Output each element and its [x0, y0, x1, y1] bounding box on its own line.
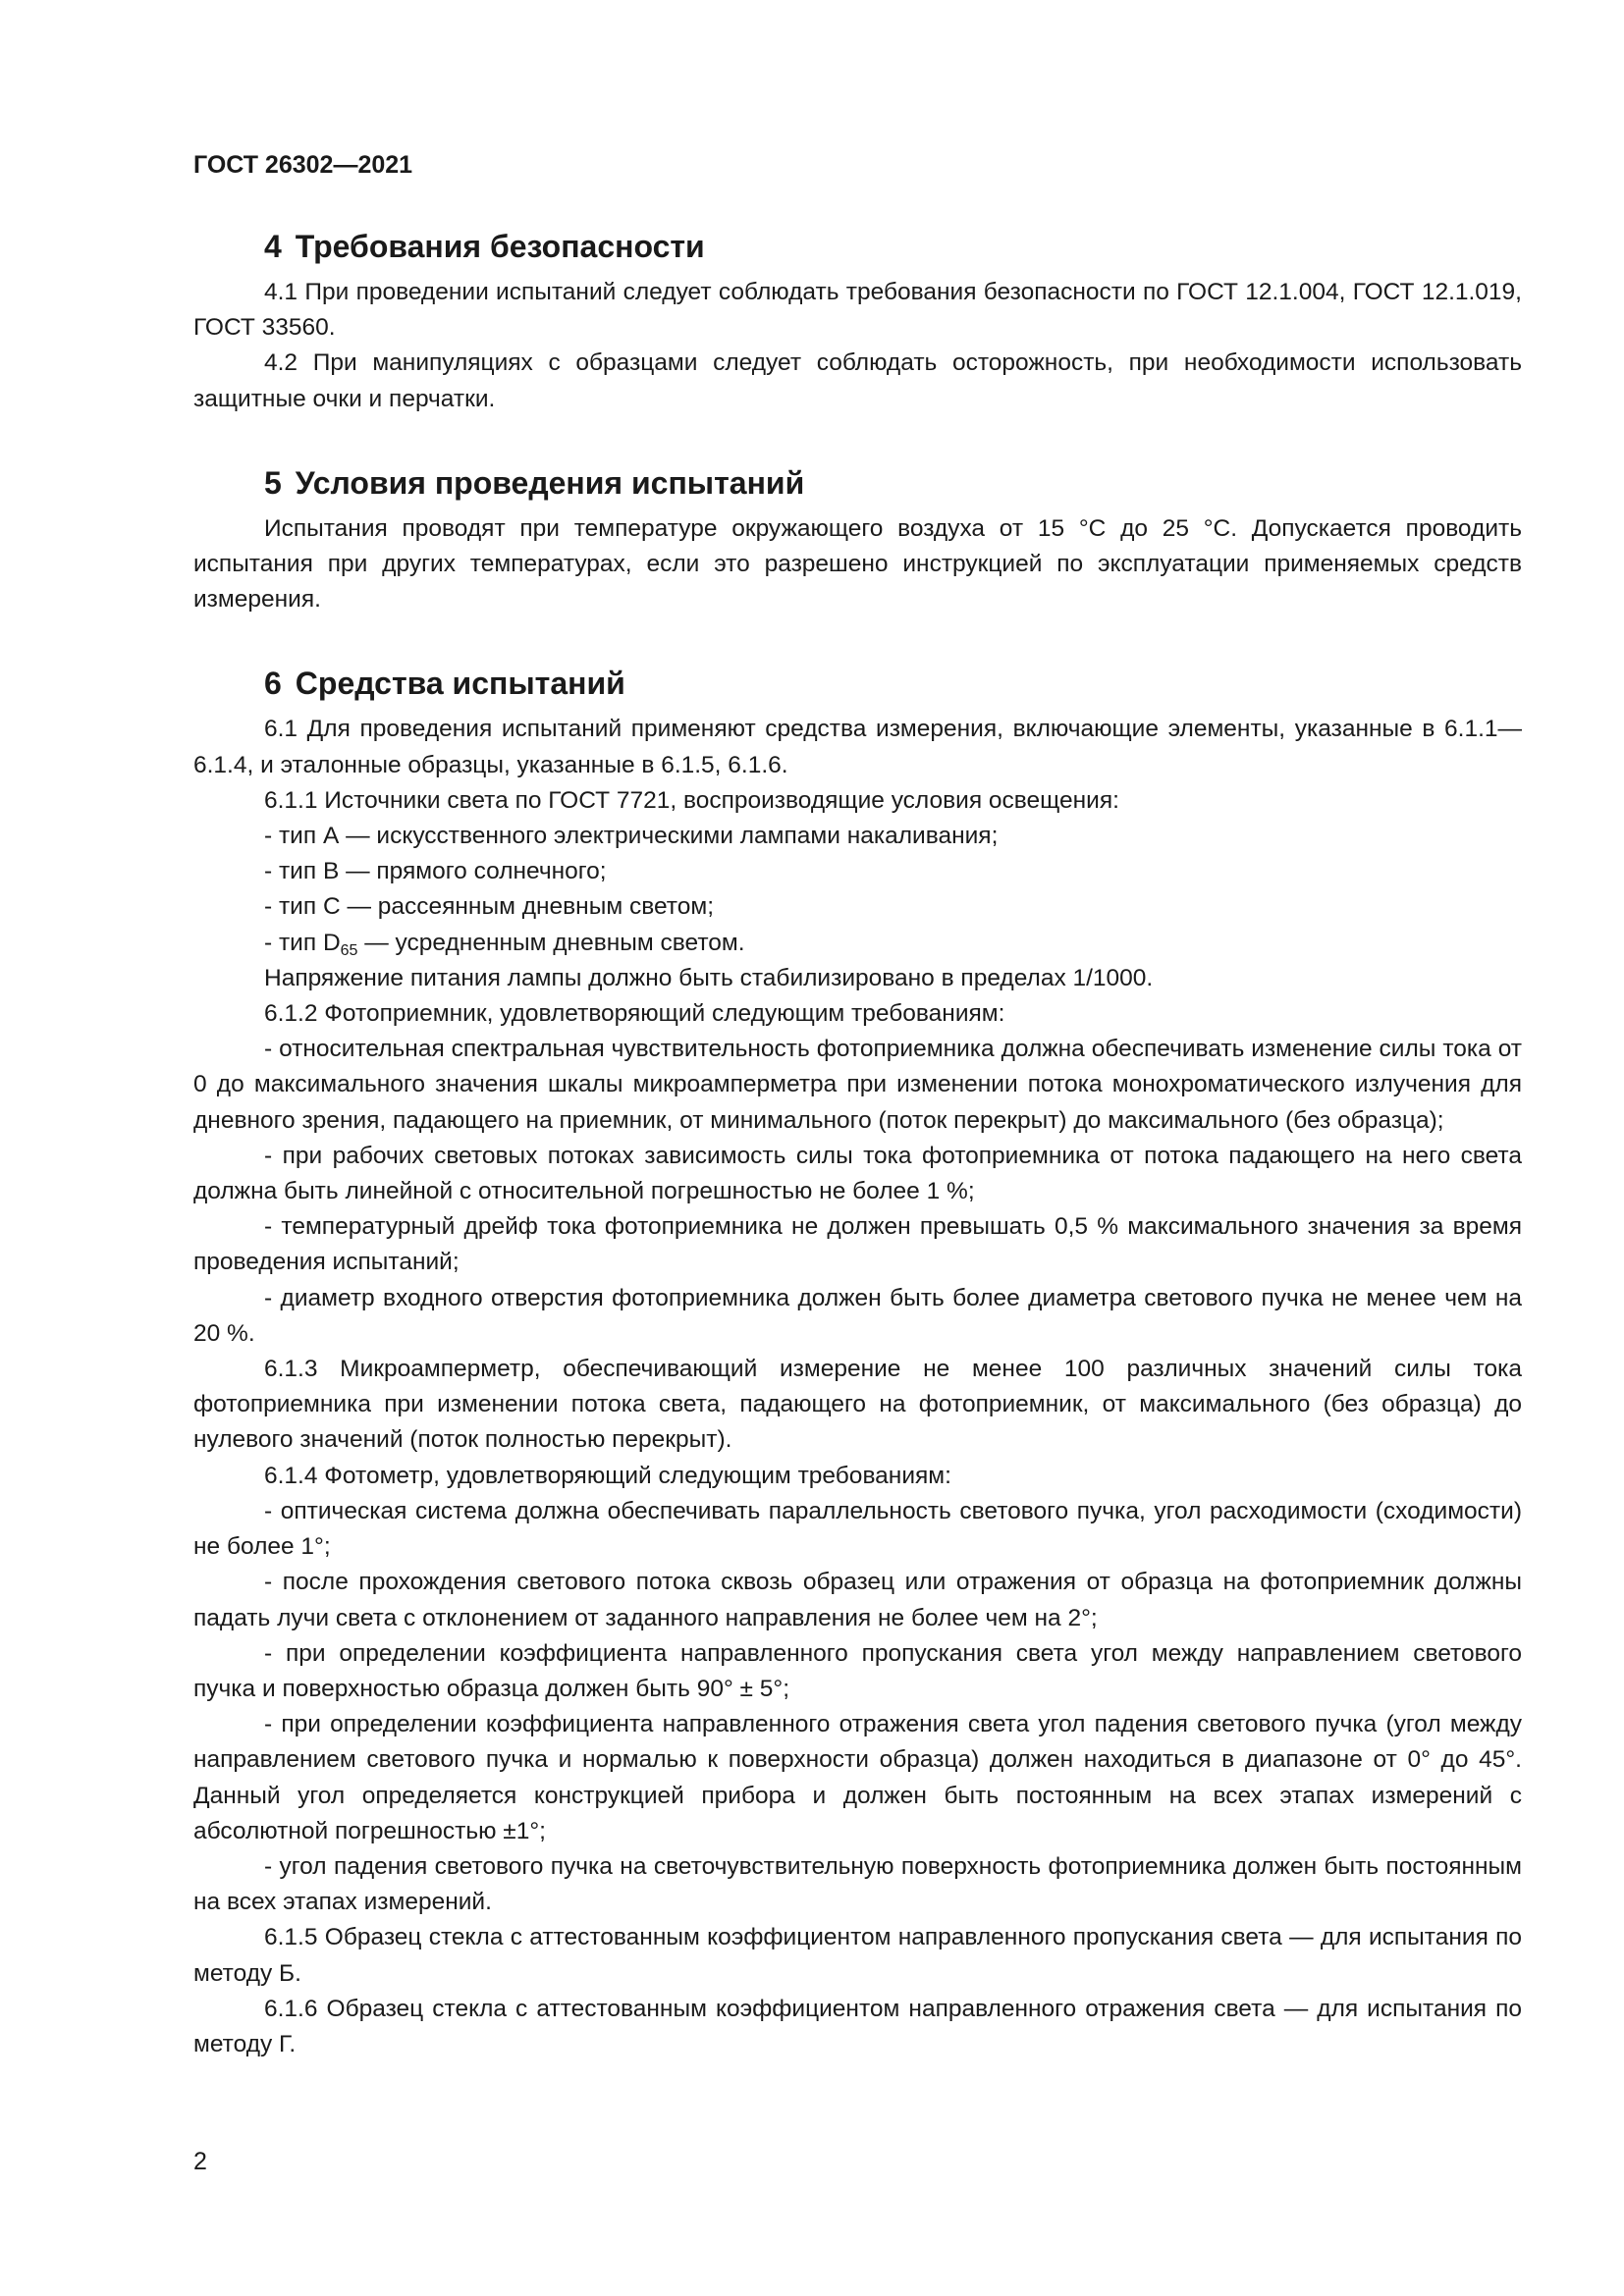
- section-number: 6: [264, 666, 282, 702]
- section-heading: [264, 454, 1522, 511]
- section-6: [193, 655, 1522, 2062]
- list-item: - относительная спектральная чувствительность фотоприемника должна обеспечивать изменение силы тока от 0 до максимального значения шкалы микроамперметра при изменении потока монохроматического излучения для дневного зрения, падающего на приемник, от минимального (поток перекрыт) до максимального (без образца);: [193, 1036, 1522, 1134]
- section-number: 5: [264, 464, 282, 501]
- paragraph: 6.1.2 Фотоприемник, удовлетворяющий следующим требованиям:: [264, 1000, 1005, 1028]
- list-item: - тип А — искусственного электрическими лампами накаливания;: [264, 823, 999, 850]
- d65-suffix: — усредненным дневным светом.: [357, 929, 745, 956]
- document-body: [193, 218, 1522, 2100]
- section-number: 4: [264, 229, 282, 264]
- section-title: Требования безопасности: [295, 229, 705, 264]
- list-item: - после прохождения светового потока сквозь образец или отражения от образца на фотоприемник должны падать лучи света с отклонением от заданного направления не более чем на 2°;: [193, 1569, 1522, 1631]
- paragraph: Испытания проводят при температуре окружающего воздуха от 15 °С до 25 °С. Допускается проводить испытания при других температурах, если это разрешено инструкцией по эксплуатации применяемых средств измерения.: [193, 514, 1522, 614]
- section-title: Средства испытаний: [295, 666, 625, 702]
- list-item: - при определении коэффициента направленного отражения света угол падения светового пучка (угол между направлением светового пучка и нормалью к поверхности образца) должен находиться в диапазоне от 0° до 45°. Данный угол определяется конструкцией прибора и должен быть постоянным на всех этапах измерений с абсолютной погрешностью ±1°;: [193, 1711, 1522, 1844]
- d65-subscript: 65: [340, 941, 358, 959]
- document-id: ГОСТ 26302—2021: [193, 151, 413, 179]
- list-item: - оптическая система должна обеспечивать параллельность светового пучка, угол расходимости (сходимости) не более 1°;: [193, 1497, 1522, 1561]
- paragraph: 6.1.1 Источники света по ГОСТ 7721, воспроизводящие условия освещения:: [264, 786, 1119, 814]
- section-4: [193, 218, 1522, 417]
- d65-prefix: - тип D: [264, 929, 341, 956]
- paragraph: 6.1.4 Фотометр, удовлетворяющий следующим требованиям:: [264, 1462, 951, 1489]
- list-item: - диаметр входного отверстия фотоприемника должен быть более диаметра светового пучка не менее чем на 20 %.: [193, 1284, 1522, 1347]
- paragraph: 4.2 При манипуляциях с образцами следует соблюдать осторожность, при необходимости использовать защитные очки и перчатки.: [193, 349, 1522, 412]
- paragraph: 6.1.6 Образец стекла с аттестованным коэффициентом направленного отражения света — для испытания по методу Г.: [193, 1995, 1522, 2057]
- paragraph: 6.1 Для проведения испытаний применяют средства измерения, включающие элементы, указанные в 6.1.1—6.1.4, и эталонные образцы, указанные в 6.1.5, 6.1.6.: [193, 716, 1522, 778]
- section-heading: [264, 218, 1522, 275]
- section-title: Условия проведения испытаний: [295, 464, 805, 501]
- list-item-d65: [193, 926, 1522, 961]
- page-number: 2: [193, 2148, 207, 2175]
- paragraph: Напряжение питания лампы должно быть стабилизировано в пределах 1/1000.: [264, 964, 1154, 991]
- list-item: - температурный дрейф тока фотоприемника не должен превышать 0,5 % максимального значения за время проведения испытаний;: [193, 1213, 1522, 1276]
- list-item: - угол падения светового пучка на светочувствительную поверхность фотоприемника должен быть постоянным на всех этапах измерений.: [193, 1852, 1522, 1916]
- list-item: - при рабочих световых потоках зависимость силы тока фотоприемника от потока падающего на него света должна быть линейной с относительной погрешностью не более 1 %;: [193, 1142, 1522, 1205]
- list-item: - тип В — прямого солнечного;: [264, 858, 607, 885]
- paragraph: 4.1 При проведении испытаний следует соблюдать требования безопасности по ГОСТ 12.1.004, ГОСТ 12.1.019, ГОСТ 33560.: [193, 279, 1522, 342]
- section-5: [193, 454, 1522, 618]
- paragraph: 6.1.5 Образец стекла с аттестованным коэффициентом направленного пропускания света — для испытания по методу Б.: [193, 1924, 1522, 1987]
- section-heading: [264, 655, 1522, 712]
- list-item: - тип С — рассеянным дневным светом;: [264, 893, 714, 921]
- list-item: - при определении коэффициента направленного пропускания света угол между направлением светового пучка и поверхностью образца должен быть 90° ± 5°;: [193, 1639, 1522, 1702]
- paragraph: 6.1.3 Микроамперметр, обеспечивающий измерение не менее 100 различных значений силы тока фотоприемника при изменении потока света, падающего на фотоприемник, от максимального (без образца) до нулевого значений (поток полностью перекрыт).: [193, 1356, 1522, 1454]
